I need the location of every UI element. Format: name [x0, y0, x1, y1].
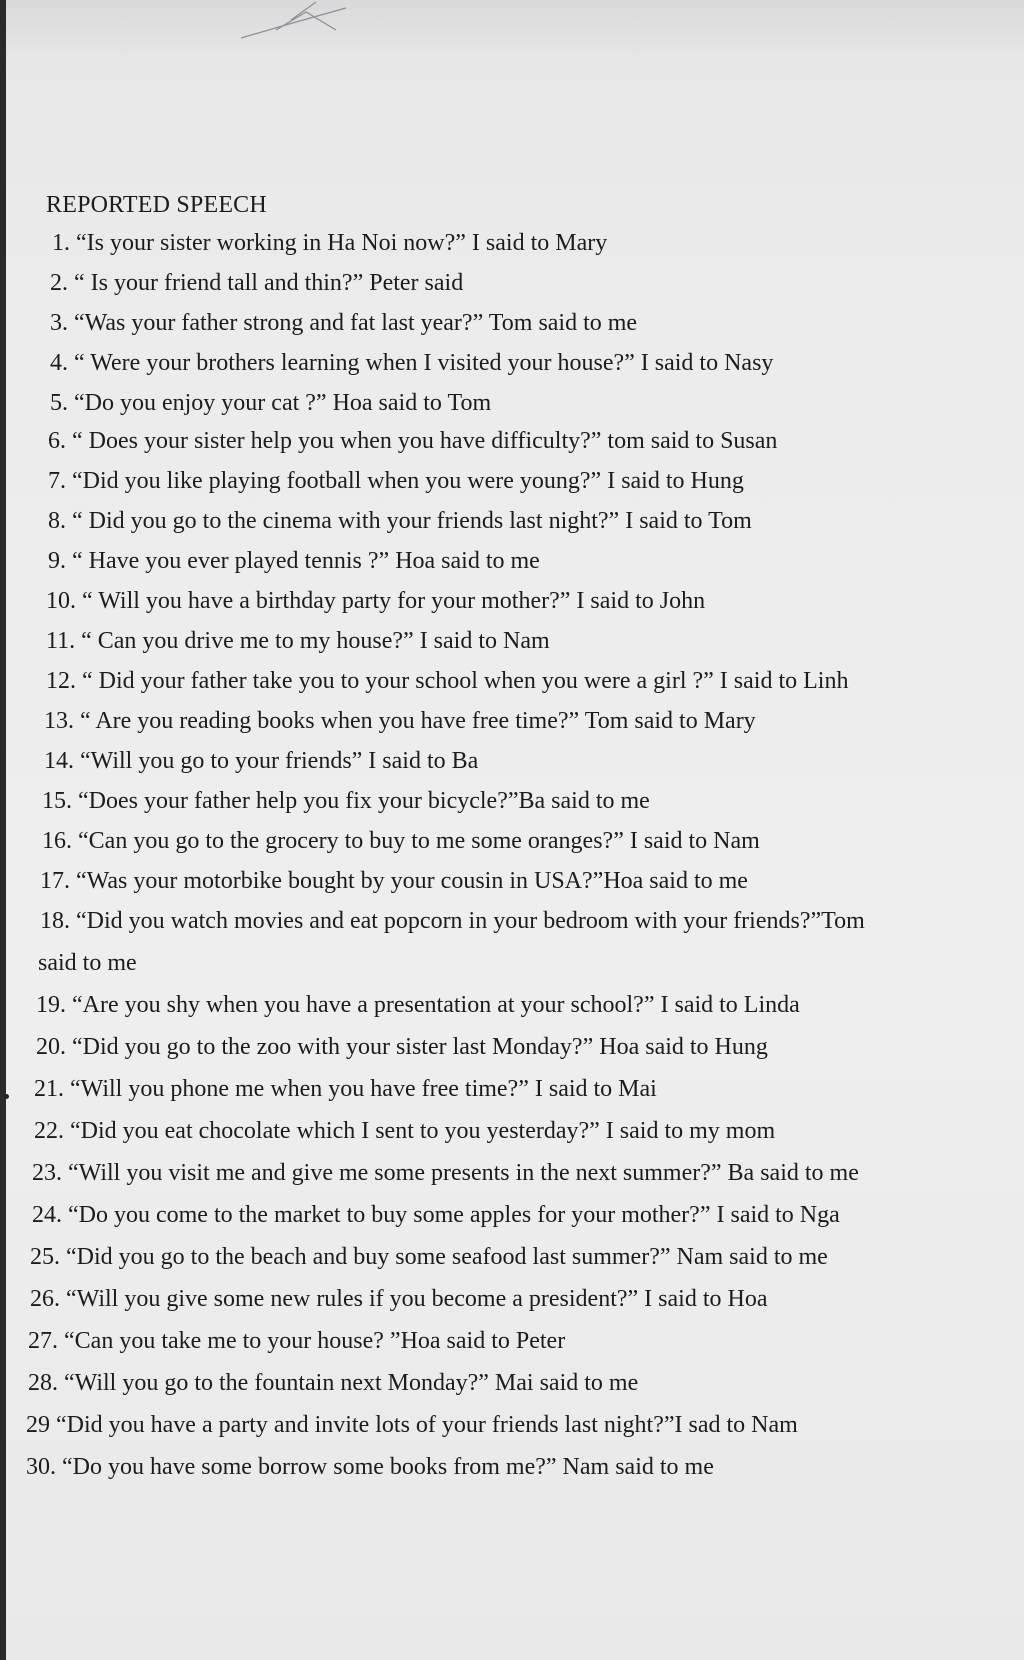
list-item: 1. “Is your sister working in Ha Noi now?” I said to Mary	[52, 230, 608, 256]
list-item-continuation: said to me	[38, 950, 137, 976]
list-item: 17. “Was your motorbike bought by your cousin in USA?”Hoa said to me	[40, 868, 748, 894]
list-item: 5. “Do you enjoy your cat ?” Hoa said to Tom	[50, 390, 492, 416]
list-item: 15. “Does your father help you fix your bicycle?”Ba said to me	[42, 788, 650, 814]
list-item: 2. “ Is your friend tall and thin?” Peter said	[50, 270, 464, 296]
list-item: 10. “ Will you have a birthday party for your mother?” I said to John	[46, 588, 706, 614]
list-item: 27. “Can you take me to your house? ”Hoa said to Peter	[28, 1328, 566, 1354]
list-item: 21. “Will you phone me when you have free time?” I said to Mai	[34, 1076, 657, 1102]
list-item: 4. “ Were your brothers learning when I visited your house?” I said to Nasy	[50, 350, 774, 376]
list-item: 7. “Did you like playing football when you were young?” I said to Hung	[48, 468, 744, 494]
list-item: 23. “Will you visit me and give me some presents in the next summer?” Ba said to me	[32, 1160, 859, 1186]
list-item: 16. “Can you go to the grocery to buy to me some oranges?” I said to Nam	[42, 828, 760, 854]
list-item: 26. “Will you give some new rules if you become a president?” I said to Hoa	[30, 1286, 768, 1312]
list-item: 9. “ Have you ever played tennis ?” Hoa said to me	[48, 548, 540, 574]
list-item: 18. “Did you watch movies and eat popcorn in your bedroom with your friends?”Tom	[40, 908, 865, 934]
list-item: 8. “ Did you go to the cinema with your friends last night?” I said to Tom	[48, 508, 752, 534]
list-item: 12. “ Did your father take you to your school when you were a girl ?” I said to Linh	[46, 668, 849, 694]
list-item: 29 “Did you have a party and invite lots of your friends last night?”I sad to Nam	[26, 1412, 798, 1438]
list-item: 20. “Did you go to the zoo with your sister last Monday?” Hoa said to Hung	[36, 1034, 768, 1060]
list-item: 28. “Will you go to the fountain next Monday?” Mai said to me	[28, 1370, 639, 1396]
list-item: 14. “Will you go to your friends” I said to Ba	[44, 748, 479, 774]
list-item: 24. “Do you come to the market to buy some apples for your mother?” I said to Nga	[32, 1202, 840, 1228]
stray-dot-mark	[4, 1094, 9, 1099]
list-item: 30. “Do you have some borrow some books from me?” Nam said to me	[26, 1454, 714, 1480]
list-item: 25. “Did you go to the beach and buy some seafood last summer?” Nam said to me	[30, 1244, 828, 1270]
list-item: 3. “Was your father strong and fat last year?” Tom said to me	[50, 310, 638, 336]
list-item: 11. “ Can you drive me to my house?” I said to Nam	[46, 628, 550, 654]
page-title: REPORTED SPEECH	[46, 192, 267, 218]
list-item: 22. “Did you eat chocolate which I sent to you yesterday?” I said to my mom	[34, 1118, 776, 1144]
list-item: 6. “ Does your sister help you when you have difficulty?” tom said to Susan	[48, 428, 778, 454]
list-item: 19. “Are you shy when you have a presentation at your school?” I said to Linda	[36, 992, 800, 1018]
list-item: 13. “ Are you reading books when you have free time?” Tom said to Mary	[44, 708, 756, 734]
